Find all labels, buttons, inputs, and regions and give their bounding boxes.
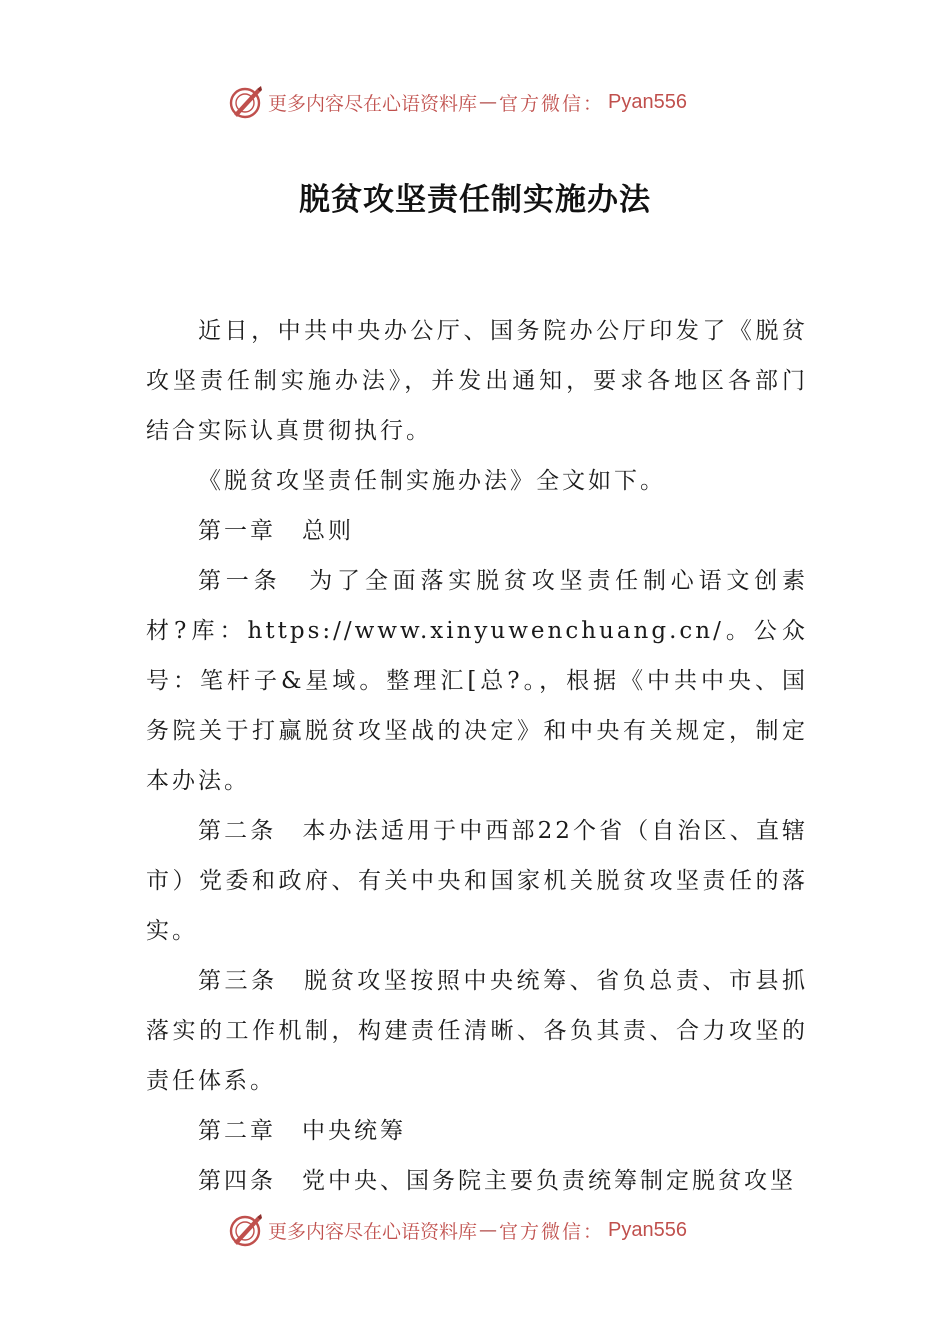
watermark-wechat-id: Pyan556: [608, 1218, 687, 1241]
chapter-heading: 第二章 中央统筹: [198, 1118, 406, 1144]
paragraph: 第一条 为了全面落实脱贫攻坚责任制心语文创素材?库：https://www.xinyuwenchuang.cn/。公众号：笔杆子&星域。整理汇[总?。，根据《中共中央、国务院关于打赢脱贫攻坚战的决定》和中央有关规定，制定本办法。: [146, 568, 808, 794]
watermark-text: 更多内容尽在心语资料库: [268, 1220, 478, 1243]
watermark-separator: —: [479, 1219, 498, 1241]
paragraph: 近日，中共中央办公厅、国务院办公厅印发了《脱贫攻坚责任制实施办法》，并发出通知，要求各地区各部门结合实际认真贯彻执行。: [146, 318, 808, 444]
chapter-heading: 第一章 总则: [198, 518, 354, 544]
header-watermark: [0, 80, 950, 124]
paragraph: 第二条 本办法适用于中西部22个省（自治区、直辖市）党委和政府、有关中央和国家机关脱贫攻坚责任的落实。: [146, 818, 808, 944]
watermark-wechat-label: 官方微信：: [499, 1220, 605, 1243]
pen-circle-icon: [228, 84, 264, 120]
paragraph: 第四条 党中央、国务院主要负责统筹制定脱贫攻坚: [198, 1168, 796, 1194]
paragraph: 第三条 脱贫攻坚按照中央统筹、省负总责、市县抓落实的工作机制，构建责任清晰、各负其责、合力攻坚的责任体系。: [146, 968, 808, 1094]
document-title: 脱贫攻坚责任制实施办法: [299, 182, 651, 218]
document-body: [146, 306, 808, 1206]
pen-circle-icon: [228, 1212, 264, 1248]
watermark-wechat-label: 官方微信：: [499, 92, 605, 115]
watermark-separator: —: [479, 91, 498, 113]
paragraph: 《脱贫攻坚责任制实施办法》全文如下。: [198, 468, 666, 494]
watermark-wechat-id: Pyan556: [608, 90, 687, 113]
footer-watermark: [0, 1208, 950, 1252]
watermark-text: 更多内容尽在心语资料库: [268, 92, 478, 115]
